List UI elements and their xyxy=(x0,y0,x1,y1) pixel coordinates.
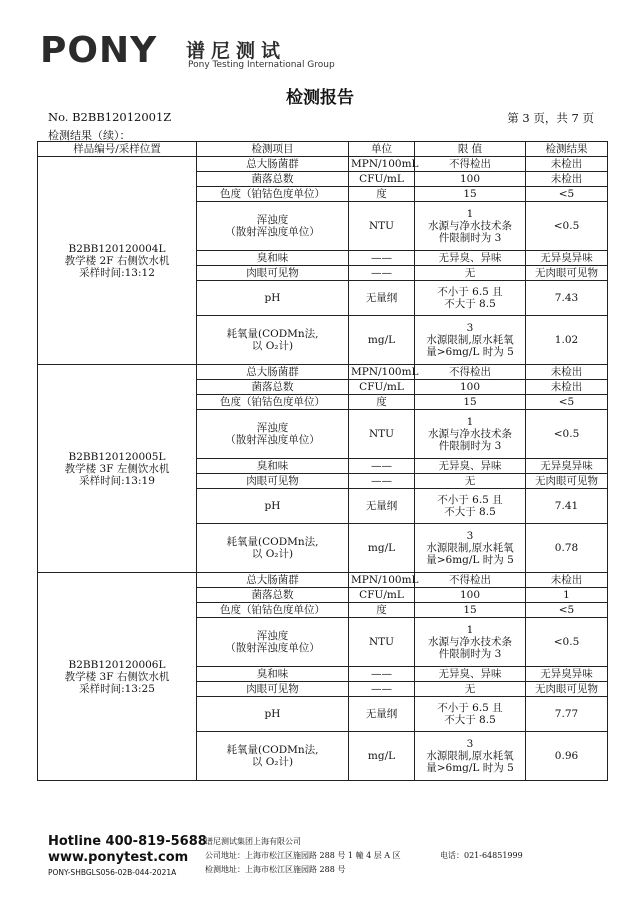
table-row xyxy=(38,365,608,380)
limit-cell-line: 不大于 8.5 xyxy=(444,298,496,310)
result-cell: <5 xyxy=(526,603,608,618)
unit-cell: —— xyxy=(349,266,415,281)
result-cell: 无异臭异味 xyxy=(526,459,608,474)
item-cell xyxy=(197,365,349,380)
limit-cell xyxy=(415,410,526,459)
page-indicator: 第 3 页，共 7 页 xyxy=(507,111,594,125)
result-cell: <0.5 xyxy=(526,202,608,251)
report-title: 检测报告 xyxy=(286,88,354,108)
limit-cell-line: 不小于 6.5 且 xyxy=(437,494,503,506)
limit-cell-line: 水源限制,原水耗氧 xyxy=(426,542,514,554)
limit-cell-line: 件限制时为 3 xyxy=(438,440,502,452)
limit-cell-line: 件限制时为 3 xyxy=(438,648,502,660)
limit-cell-line: 不大于 8.5 xyxy=(444,506,496,518)
limit-cell xyxy=(415,365,526,380)
unit-cell: —— xyxy=(349,459,415,474)
sample-line: 教学楼 2F 右侧饮水机 xyxy=(64,254,170,267)
item-cell-line: 菌落总数 xyxy=(251,381,294,393)
item-cell-line: （散射浑浊度单位） xyxy=(225,226,320,238)
item-cell xyxy=(197,474,349,489)
result-cell: 无肉眼可见物 xyxy=(526,682,608,697)
limit-cell xyxy=(415,281,526,316)
limit-cell xyxy=(415,732,526,781)
unit-cell: 度 xyxy=(349,395,415,410)
sample-line: B2BB120120005L xyxy=(68,450,166,463)
column-header: 检测项目 xyxy=(197,142,349,157)
limit-cell-line: 15 xyxy=(463,396,477,408)
company-name: 谱尼测试集团上海有限公司 xyxy=(205,837,301,846)
unit-cell: MPN/100mL xyxy=(349,157,415,172)
limit-cell xyxy=(415,251,526,266)
unit-cell: NTU xyxy=(349,410,415,459)
result-cell: 未检出 xyxy=(526,380,608,395)
unit-cell: —— xyxy=(349,251,415,266)
sample-cell xyxy=(38,573,197,781)
item-cell-line: 浑浊度 xyxy=(256,630,289,642)
item-cell xyxy=(197,410,349,459)
item-cell-line: （散射浑浊度单位） xyxy=(225,642,320,654)
result-cell: 无肉眼可见物 xyxy=(526,266,608,281)
unit-cell: MPN/100mL xyxy=(349,365,415,380)
unit-cell: 无量纲 xyxy=(349,697,415,732)
item-cell-line: 色度（铂钴色度单位） xyxy=(220,396,325,408)
unit-cell: 度 xyxy=(349,603,415,618)
result-cell: 未检出 xyxy=(526,172,608,187)
item-cell-line: 浑浊度 xyxy=(256,422,289,434)
item-cell-line: 总大肠菌群 xyxy=(246,366,299,378)
result-cell: 无肉眼可见物 xyxy=(526,474,608,489)
lab-address: 检测地址：上海市松江区施园路 288 号 xyxy=(205,865,346,874)
column-header: 检测结果 xyxy=(526,142,608,157)
unit-cell: —— xyxy=(349,682,415,697)
limit-cell xyxy=(415,603,526,618)
item-cell-line: 总大肠菌群 xyxy=(246,158,299,170)
limit-cell xyxy=(415,187,526,202)
limit-cell xyxy=(415,459,526,474)
limit-cell xyxy=(415,266,526,281)
item-cell-line: pH xyxy=(264,292,281,304)
item-cell-line: 色度（铂钴色度单位） xyxy=(220,604,325,616)
results-table xyxy=(37,141,608,781)
unit-cell: NTU xyxy=(349,202,415,251)
result-cell: <0.5 xyxy=(526,618,608,667)
page-footer xyxy=(0,828,640,898)
limit-cell-line: 3 xyxy=(466,530,474,542)
table-row xyxy=(38,573,608,588)
item-cell xyxy=(197,395,349,410)
limit-cell-line: 不大于 8.5 xyxy=(444,714,496,726)
unit-cell: —— xyxy=(349,667,415,682)
result-cell: 0.96 xyxy=(526,732,608,781)
item-cell-line: 肉眼可见物 xyxy=(246,683,299,695)
item-cell xyxy=(197,380,349,395)
limit-cell-line: 不得检出 xyxy=(449,158,491,170)
column-header: 单位 xyxy=(349,142,415,157)
limit-cell xyxy=(415,474,526,489)
limit-cell xyxy=(415,380,526,395)
item-cell xyxy=(197,489,349,524)
item-cell xyxy=(197,603,349,618)
column-header: 样品编号/采样位置 xyxy=(38,142,197,157)
limit-cell-line: 无 xyxy=(464,475,476,487)
item-cell-line: 臭和味 xyxy=(256,668,289,680)
item-cell-line: 以 O₂计) xyxy=(251,756,294,768)
item-cell-line: 臭和味 xyxy=(256,252,289,264)
item-cell-line: 耗氧量(CODMn法, xyxy=(226,328,319,340)
item-cell xyxy=(197,157,349,172)
unit-cell: mg/L xyxy=(349,732,415,781)
unit-cell: MPN/100mL xyxy=(349,573,415,588)
brand-logo: PONY xyxy=(40,30,158,71)
item-cell xyxy=(197,251,349,266)
limit-cell xyxy=(415,489,526,524)
item-cell-line: 色度（铂钴色度单位） xyxy=(220,188,325,200)
item-cell-line: 浑浊度 xyxy=(256,214,289,226)
item-cell xyxy=(197,202,349,251)
limit-cell-line: 水源与净水技术条 xyxy=(428,636,512,648)
item-cell-line: 耗氧量(CODMn法, xyxy=(226,536,319,548)
limit-cell-line: 水源与净水技术条 xyxy=(428,220,512,232)
sample-cell xyxy=(38,157,197,365)
item-cell-line: 耗氧量(CODMn法, xyxy=(226,744,319,756)
item-cell xyxy=(197,524,349,573)
item-cell xyxy=(197,172,349,187)
result-cell: 1 xyxy=(526,588,608,603)
limit-cell xyxy=(415,316,526,365)
sample-line: 采样时间:13:19 xyxy=(79,474,155,487)
limit-cell xyxy=(415,395,526,410)
item-cell xyxy=(197,187,349,202)
item-cell-line: （散射浑浊度单位） xyxy=(225,434,320,446)
page-header xyxy=(0,0,640,80)
column-header: 限 值 xyxy=(415,142,526,157)
limit-cell-line: 3 xyxy=(466,322,474,334)
result-cell: 未检出 xyxy=(526,365,608,380)
sample-line: 采样时间:13:25 xyxy=(79,682,155,695)
unit-cell: 无量纲 xyxy=(349,281,415,316)
limit-cell-line: 不小于 6.5 且 xyxy=(437,702,503,714)
item-cell-line: 菌落总数 xyxy=(251,173,294,185)
item-cell-line: 总大肠菌群 xyxy=(246,574,299,586)
limit-cell-line: 1 xyxy=(466,416,474,428)
unit-cell: CFU/mL xyxy=(349,380,415,395)
limit-cell-line: 水源限制,原水耗氧 xyxy=(426,750,514,762)
item-cell xyxy=(197,682,349,697)
item-cell xyxy=(197,573,349,588)
unit-cell: NTU xyxy=(349,618,415,667)
limit-cell xyxy=(415,202,526,251)
hotline: Hotline 400-819-5688 xyxy=(48,834,207,849)
limit-cell xyxy=(415,682,526,697)
result-cell: 无异臭异味 xyxy=(526,667,608,682)
limit-cell xyxy=(415,618,526,667)
limit-cell-line: 无异臭、异味 xyxy=(438,668,502,680)
result-cell: 无异臭异味 xyxy=(526,251,608,266)
unit-cell: CFU/mL xyxy=(349,588,415,603)
limit-cell xyxy=(415,524,526,573)
limit-cell xyxy=(415,697,526,732)
result-cell: 1.02 xyxy=(526,316,608,365)
phone-number: 电话：021-64851999 xyxy=(440,851,523,860)
result-cell: 7.77 xyxy=(526,697,608,732)
item-cell xyxy=(197,697,349,732)
unit-cell: mg/L xyxy=(349,316,415,365)
item-cell-line: 臭和味 xyxy=(256,460,289,472)
limit-cell-line: 1 xyxy=(466,624,474,636)
limit-cell-line: 无异臭、异味 xyxy=(438,460,502,472)
report-number: No. B2BB12012001Z xyxy=(48,110,172,124)
limit-cell xyxy=(415,157,526,172)
brand-english-name: Pony Testing International Group xyxy=(188,60,335,70)
limit-cell-line: 不得检出 xyxy=(449,574,491,586)
limit-cell xyxy=(415,667,526,682)
limit-cell-line: 量>6mg/L 时为 5 xyxy=(426,346,514,358)
item-cell-line: pH xyxy=(264,708,281,720)
section-label: 检测结果（续）： xyxy=(48,129,131,142)
item-cell xyxy=(197,266,349,281)
item-cell xyxy=(197,316,349,365)
item-cell xyxy=(197,732,349,781)
result-cell: 0.78 xyxy=(526,524,608,573)
unit-cell: CFU/mL xyxy=(349,172,415,187)
table-body xyxy=(38,157,608,781)
sample-line: B2BB120120004L xyxy=(68,242,166,255)
table-row xyxy=(38,157,608,172)
limit-cell-line: 无异臭、异味 xyxy=(438,252,502,264)
item-cell xyxy=(197,588,349,603)
item-cell xyxy=(197,281,349,316)
unit-cell: —— xyxy=(349,474,415,489)
item-cell xyxy=(197,618,349,667)
sample-line: 采样时间:13:12 xyxy=(79,266,155,279)
company-address: 公司地址：上海市松江区施园路 288 号 1 幢 4 层 A 区 xyxy=(205,851,401,860)
sample-line: 教学楼 3F 右侧饮水机 xyxy=(64,670,170,683)
limit-cell-line: 量>6mg/L 时为 5 xyxy=(426,554,514,566)
sample-line: B2BB120120006L xyxy=(68,658,166,671)
item-cell-line: 菌落总数 xyxy=(251,589,294,601)
result-cell: <0.5 xyxy=(526,410,608,459)
item-cell-line: 以 O₂计) xyxy=(251,548,294,560)
limit-cell-line: 15 xyxy=(463,604,477,616)
unit-cell: mg/L xyxy=(349,524,415,573)
limit-cell xyxy=(415,172,526,187)
result-cell: 7.41 xyxy=(526,489,608,524)
website-link[interactable]: www.ponytest.com xyxy=(48,850,189,865)
result-cell: <5 xyxy=(526,187,608,202)
item-cell-line: 以 O₂计) xyxy=(251,340,294,352)
limit-cell-line: 100 xyxy=(459,589,481,601)
limit-cell-line: 不小于 6.5 且 xyxy=(437,286,503,298)
limit-cell-line: 水源限制,原水耗氧 xyxy=(426,334,514,346)
limit-cell-line: 不得检出 xyxy=(449,366,491,378)
limit-cell xyxy=(415,573,526,588)
brand-chinese-name: 谱尼测试 xyxy=(186,40,287,62)
limit-cell-line: 100 xyxy=(459,173,481,185)
result-cell: 未检出 xyxy=(526,573,608,588)
sample-line: 教学楼 3F 左侧饮水机 xyxy=(64,462,170,475)
limit-cell-line: 100 xyxy=(459,381,481,393)
result-cell: 7.43 xyxy=(526,281,608,316)
limit-cell-line: 无 xyxy=(464,683,476,695)
item-cell xyxy=(197,459,349,474)
unit-cell: 无量纲 xyxy=(349,489,415,524)
limit-cell-line: 无 xyxy=(464,267,476,279)
limit-cell-line: 3 xyxy=(466,738,474,750)
result-cell: <5 xyxy=(526,395,608,410)
limit-cell xyxy=(415,588,526,603)
limit-cell-line: 水源与净水技术条 xyxy=(428,428,512,440)
unit-cell: 度 xyxy=(349,187,415,202)
form-code: PONY-SHBGLS056-02B-044-2021A xyxy=(48,868,177,877)
limit-cell-line: 1 xyxy=(466,208,474,220)
item-cell-line: pH xyxy=(264,500,281,512)
result-cell: 未检出 xyxy=(526,157,608,172)
limit-cell-line: 件限制时为 3 xyxy=(438,232,502,244)
limit-cell-line: 15 xyxy=(463,188,477,200)
table-header-row xyxy=(38,142,608,157)
item-cell-line: 肉眼可见物 xyxy=(246,267,299,279)
item-cell xyxy=(197,667,349,682)
sample-cell xyxy=(38,365,197,573)
item-cell-line: 肉眼可见物 xyxy=(246,475,299,487)
limit-cell-line: 量>6mg/L 时为 5 xyxy=(426,762,514,774)
